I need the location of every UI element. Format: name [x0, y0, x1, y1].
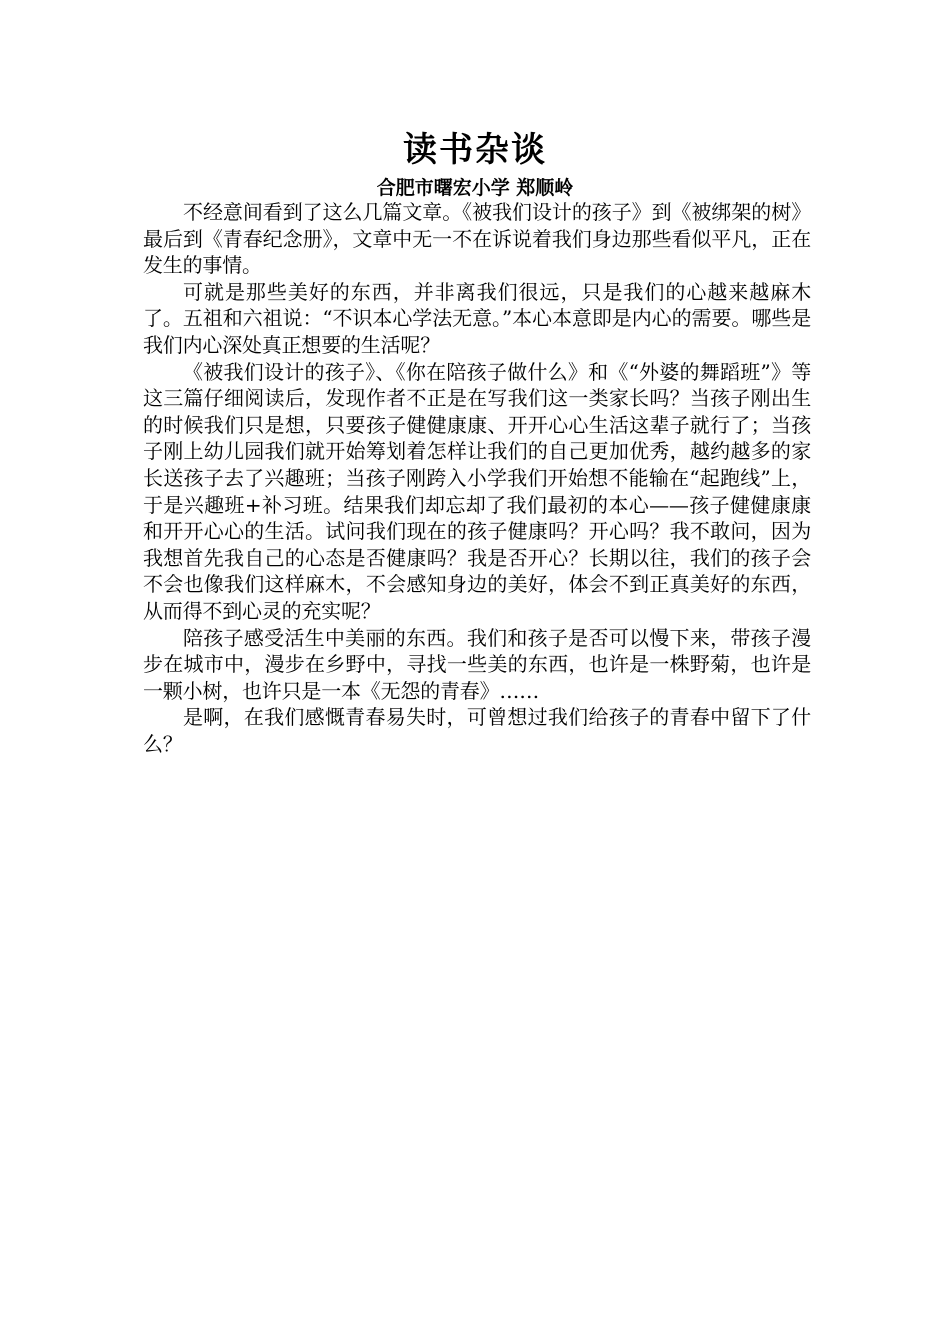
document-title: 读书杂谈	[403, 130, 547, 170]
paragraph-5: 是啊，在我们感慨青春易失时，可曾想过我们给孩子的青春中留下了什么？	[143, 705, 811, 756]
paragraph-4: 陪孩子感受活生中美丽的东西。我们和孩子是否可以慢下来，带孩子漫步在城市中，漫步在乡野中，寻找一些美的东西，也许是一株野菊，也许是一颗小树，也许只是一本《无怨的青春》……	[143, 625, 811, 703]
document-body	[143, 199, 811, 757]
paragraph-3: 《被我们设计的孩子》、《你在陪孩子做什么》和《“外婆的舞蹈班”》等这三篇仔细阅读后，发现作者不正是在写我们这一类家长吗？当孩子刚出生的时候我们只是想，只要孩子健健康康、开开心心生活这辈子就行了；当孩子刚上幼儿园我们就开始筹划着怎样让我们的自己更加优秀，越约越多的家长送孩子去了兴趣班；当孩子刚跨入小学我们开始想不能输在“起跑线”上，于是兴趣班+补习班。结果我们却忘却了我们最初的本心——孩子健健康康和开开心心的生活。试问我们现在的孩子健康吗？开心吗？我不敢问，因为我想首先我自己的心态是否健康吗？我是否开心？长期以往，我们的孩子会不会也像我们这样麻木，不会感知身边的美好，体会不到正真美好的东西，从而得不到心灵的充实呢？	[143, 359, 811, 623]
paragraph-2: 可就是那些美好的东西，并非离我们很远，只是我们的心越来越麻木了。五祖和六祖说：“不识本心学法无意。”本心本意即是内心的需要。哪些是我们内心深处真正想要的生活呢？	[143, 279, 811, 357]
document-author: 合肥市曙宏小学 郑顺岭	[376, 177, 574, 199]
paragraph-1: 不经意间看到了这么几篇文章。《被我们设计的孩子》到《被绑架的树》最后到《青春纪念册》，文章中无一不在诉说着我们身边那些看似平凡，正在发生的事情。	[143, 200, 811, 278]
